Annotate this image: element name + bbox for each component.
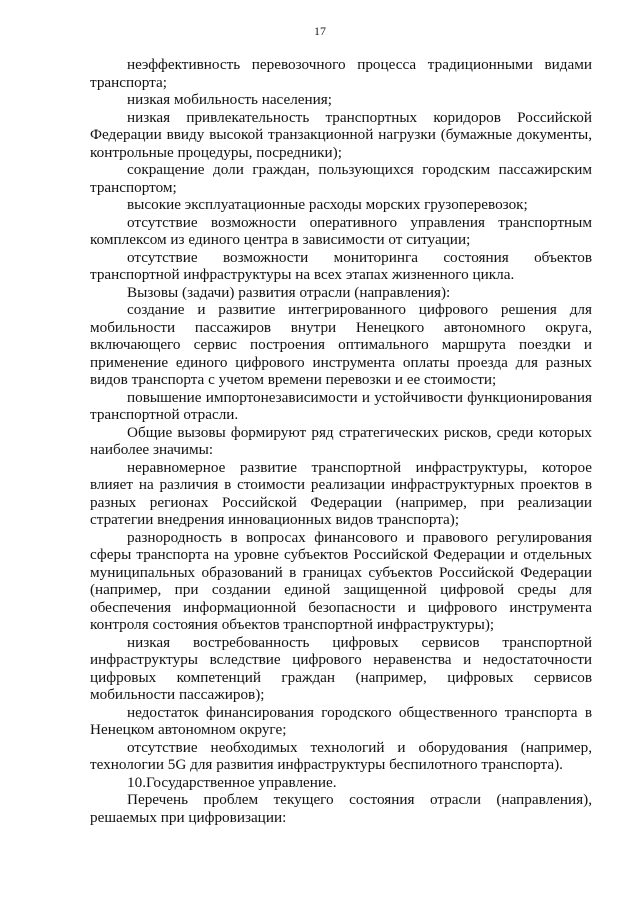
paragraph: отсутствие необходимых технологий и оборудования (например, технологии 5G для развития инфраструктуры беспилотного транспорта).: [90, 738, 592, 773]
section-heading: 10.Государственное управление.: [127, 773, 337, 791]
paragraph: низкая востребованность цифровых сервисов транспортной инфраструктуры вследствие цифрового неравенства и недостаточности цифровых компетенций граждан (например, цифровых сервисов мобильности пассажиров);: [90, 633, 592, 703]
paragraph: Перечень проблем текущего состояния отрасли (направления), решаемых при цифровизации:: [90, 791, 592, 826]
paragraph: сокращение доли граждан, пользующихся городским пассажирским транспортом;: [90, 161, 592, 196]
paragraph: отсутствие возможности оперативного управления транспортным комплексом из единого центра в зависимости от ситуации;: [90, 213, 592, 248]
section-heading: Общие вызовы формируют ряд стратегических рисков, среди которых наиболее значимы:: [90, 423, 592, 458]
paragraph: неравномерное развитие транспортной инфраструктуры, которое влияет на различия в стоимости реализации инфраструктурных проектов в разных регионах Российской Федерации (например, при реализации стратегии внедрения инновационных видов транспорта);: [90, 458, 592, 528]
paragraph: неэффективность перевозочного процесса традиционными видами транспорта;: [90, 56, 592, 91]
section-heading: Вызовы (задачи) развития отрасли (направления):: [127, 283, 451, 301]
paragraph: разнородность в вопросах финансового и правового регулирования сферы транспорта на уровне субъектов Российской Федерации и отдельных муниципальных образований в границах субъектов Российской Федерации (например, при создании единой защищенной цифровой среды для обеспечения информационной безопасности и цифрового инструмента контроля состояния объектов транспортной инфраструктуры);: [90, 528, 592, 633]
document-body: [90, 56, 592, 826]
paragraph: низкая мобильность населения;: [127, 91, 333, 108]
paragraph: отсутствие возможности мониторинга состояния объектов транспортной инфраструктуры на всех этапах жизненного цикла.: [90, 248, 592, 283]
paragraph: недостаток финансирования городского общественного транспорта в Ненецком автономном округе;: [90, 703, 592, 738]
paragraph: высокие эксплуатационные расходы морских грузоперевозок;: [127, 196, 528, 213]
paragraph: повышение импортонезависимости и устойчивости функционирования транспортной отрасли.: [90, 388, 592, 423]
paragraph: низкая привлекательность транспортных коридоров Российской Федерации ввиду высокой транзакционной нагрузки (бумажные документы, контрольные процедуры, посредники);: [90, 108, 592, 161]
page-number: 17: [314, 24, 326, 38]
paragraph: создание и развитие интегрированного цифрового решения для мобильности пассажиров внутри Ненецкого автономного округа, включающего сервис построения оптимального маршрута поездки и применение единого цифрового инструмента оплаты проезда для разных видов транспорта с учетом времени перевозки и ее стоимости;: [90, 301, 592, 388]
